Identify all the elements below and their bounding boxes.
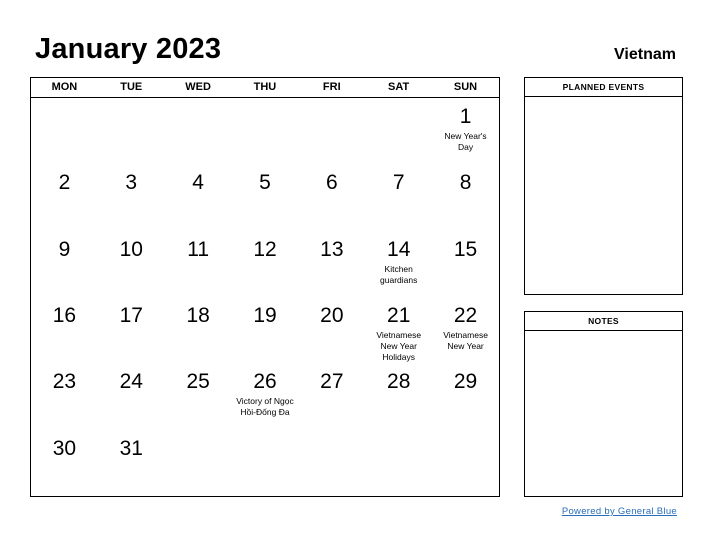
day-cell	[98, 231, 165, 297]
day-cell	[365, 164, 432, 230]
day-cell	[432, 297, 499, 363]
day-cell	[432, 98, 499, 164]
day-number: 19	[253, 304, 277, 327]
day-cell	[432, 363, 499, 429]
day-cell	[98, 430, 165, 496]
day-cell	[165, 430, 232, 496]
weekday-fri: FRI	[322, 81, 341, 93]
day-number: 30	[52, 436, 77, 460]
day-cell	[232, 98, 299, 164]
day-number: 25	[186, 370, 210, 394]
day-number: 15	[453, 237, 478, 261]
day-cell	[31, 98, 98, 164]
day-cell	[432, 430, 499, 496]
day-number: 28	[387, 370, 411, 394]
day-cell	[98, 164, 165, 230]
day-cell	[298, 297, 365, 363]
day-cell	[98, 363, 165, 429]
day-cell	[165, 363, 232, 429]
notes-heading: NOTES	[525, 312, 682, 331]
day-number: 14	[387, 237, 411, 261]
day-number: 12	[253, 237, 277, 261]
day-cell	[165, 164, 232, 230]
day-number: 2	[58, 171, 71, 195]
day-cell	[98, 98, 165, 164]
day-cell	[365, 231, 432, 297]
country-label: Vietnam	[614, 46, 676, 63]
day-number: 1	[459, 105, 472, 128]
weekday-tue: TUE	[120, 81, 143, 93]
day-cell	[232, 430, 299, 496]
planned-events-panel	[524, 77, 683, 295]
day-number: 31	[119, 436, 143, 460]
day-cell	[232, 297, 299, 363]
day-cell	[165, 231, 232, 297]
holiday-label: Vietnamese New Year Holidays	[376, 330, 422, 362]
day-cell	[165, 297, 232, 363]
day-number: 16	[52, 304, 77, 327]
day-number: 24	[119, 370, 143, 394]
day-number: 13	[320, 237, 344, 261]
weekday-header	[31, 78, 499, 98]
day-cell	[432, 231, 499, 297]
day-cell	[165, 98, 232, 164]
calendar-grid	[30, 77, 500, 497]
day-number: 21	[387, 304, 411, 327]
holiday-label: Kitchen guardians	[380, 263, 418, 285]
day-number: 20	[320, 304, 344, 327]
planned-events-heading: PLANNED EVENTS	[525, 78, 682, 97]
weekday-thu: THU	[253, 81, 277, 93]
day-number: 7	[392, 171, 405, 195]
day-number: 29	[453, 370, 478, 394]
day-cell	[31, 363, 98, 429]
day-number: 8	[459, 171, 472, 195]
day-number: 5	[259, 171, 271, 195]
day-number: 22	[453, 304, 478, 327]
holiday-label: Victory of Ngọc Hồi-Đống Đa	[236, 396, 294, 418]
day-number: 27	[320, 370, 344, 394]
day-cell	[232, 164, 299, 230]
powered-by-link[interactable]: Powered by General Blue	[561, 506, 677, 517]
notes-panel	[524, 311, 683, 497]
weekday-sun: SUN	[453, 81, 478, 93]
day-number: 11	[187, 237, 210, 261]
day-cells	[31, 98, 499, 496]
day-cell	[31, 297, 98, 363]
day-number: 4	[192, 171, 204, 195]
day-cell	[432, 164, 499, 230]
page-title: January 2023	[35, 33, 222, 65]
day-number: 23	[52, 370, 77, 394]
day-cell	[31, 164, 98, 230]
day-cell	[232, 231, 299, 297]
day-number: 3	[125, 171, 138, 195]
day-cell	[232, 363, 299, 429]
day-cell	[31, 430, 98, 496]
day-cell	[365, 430, 432, 496]
day-number: 18	[186, 304, 210, 327]
day-number: 26	[253, 370, 277, 394]
day-cell	[365, 98, 432, 164]
day-cell	[298, 164, 365, 230]
day-number: 10	[119, 237, 143, 261]
day-cell	[298, 231, 365, 297]
day-cell	[31, 231, 98, 297]
holiday-label: Vietnamese New Year	[443, 330, 488, 351]
day-cell	[365, 297, 432, 363]
day-number: 17	[119, 304, 143, 327]
weekday-sat: SAT	[388, 81, 410, 93]
day-cell	[298, 363, 365, 429]
weekday-wed: WED	[185, 81, 211, 93]
holiday-label: New Year's Day	[444, 131, 487, 152]
day-cell	[98, 297, 165, 363]
day-cell	[298, 98, 365, 164]
weekday-mon: MON	[51, 81, 78, 93]
day-number: 6	[326, 171, 338, 195]
day-cell	[298, 430, 365, 496]
day-number: 9	[58, 237, 71, 261]
day-cell	[365, 363, 432, 429]
